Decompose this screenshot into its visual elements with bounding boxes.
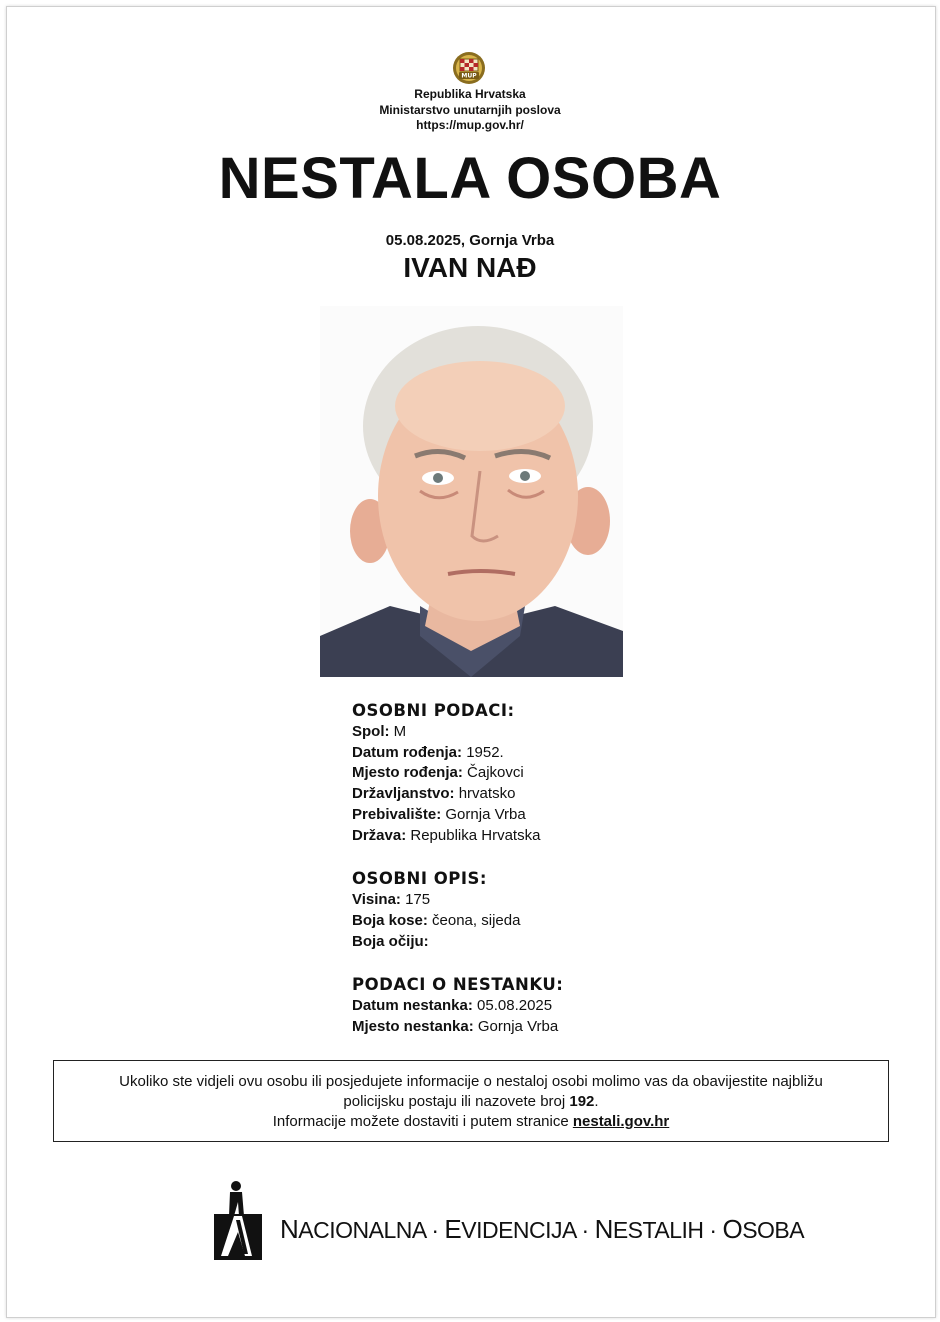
contact-notice	[53, 1060, 889, 1142]
detail-row: Datum nestanka: 05.08.2025	[352, 997, 553, 1015]
detail-row: Boja očiju:	[352, 932, 429, 950]
description-heading: OSOBNI OPIS:	[352, 869, 487, 889]
date-place: 05.08.2025, Gornja Vrba	[385, 232, 555, 249]
detail-row: Datum rođenja: 1952.	[352, 743, 504, 761]
notice-line-1: Ukoliko ste vidjeli ovu osobu ili posjedujete informacije o nestaloj osobi molimo vas da obavijestite najbližu	[119, 1073, 823, 1090]
person-photo	[320, 306, 623, 677]
notice-line-3: Informacije možete dostaviti i putem stranice nestali.gov.hr	[272, 1113, 670, 1130]
nen-wordmark: NACIONALNA · EVIDENCIJA · NESTALIH · OSOBA	[280, 1214, 805, 1244]
personal-data-heading: OSOBNI PODACI:	[352, 701, 515, 720]
disappearance-heading: PODACI O NESTANKU:	[352, 975, 564, 995]
mup-logo-text: MUP	[461, 72, 477, 80]
detail-row: Mjesto nestanka: Gornja Vrba	[352, 1018, 559, 1036]
detail-row: Državljanstvo: hrvatsko	[352, 785, 516, 803]
detail-row: Mjesto rođenja: Čajkovci	[352, 764, 524, 782]
detail-row: Boja kose: čeona, sijeda	[352, 911, 521, 929]
detail-row: Država: Republika Hrvatska	[352, 826, 541, 844]
header-url[interactable]: https://mup.gov.hr/	[416, 118, 524, 132]
detail-row: Prebivalište: Gornja Vrba	[352, 805, 526, 823]
walking-person-icon	[212, 1180, 264, 1262]
notice-line-2: policijsku postaju ili nazovete broj 192.	[343, 1093, 599, 1110]
nestali-link[interactable]: nestali.gov.hr	[572, 1113, 670, 1130]
page-title: NESTALA OSOBA	[218, 146, 722, 211]
header-country: Republika Hrvatska	[414, 87, 526, 101]
mup-logo-icon	[451, 51, 487, 85]
detail-row: Spol: M	[352, 723, 407, 740]
detail-row: Visina: 175	[352, 891, 431, 909]
phone-number: 192	[569, 1093, 595, 1110]
person-name: IVAN NAĐ	[403, 252, 537, 283]
details-panel	[352, 700, 772, 1038]
header-ministry: Ministarstvo unutarnjih poslova	[379, 103, 561, 117]
